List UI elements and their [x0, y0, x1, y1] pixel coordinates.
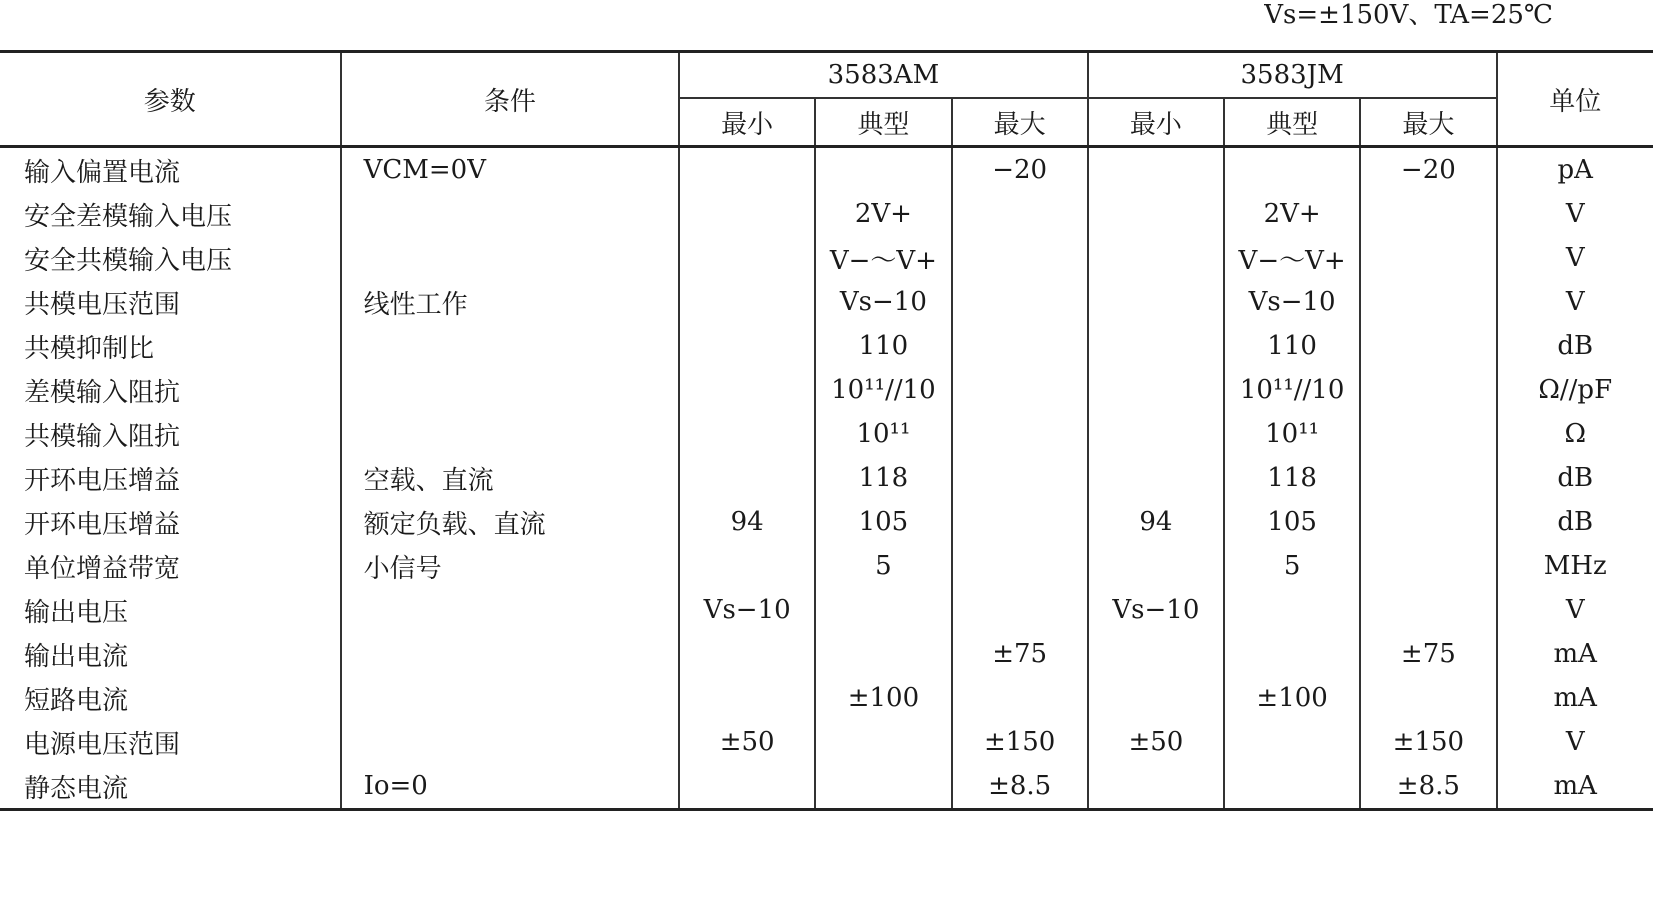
header-unit: 单位 — [1497, 52, 1653, 147]
am-max-cell — [952, 192, 1088, 236]
jm-min-cell — [1088, 368, 1224, 412]
condition-cell — [341, 192, 679, 236]
am-min-cell — [679, 192, 815, 236]
spec-table — [0, 50, 1653, 811]
am-typ-cell: 105 — [815, 500, 951, 544]
table-row — [0, 412, 1653, 456]
jm-max-cell — [1360, 324, 1496, 368]
table-body — [0, 147, 1653, 810]
am-max-cell — [952, 368, 1088, 412]
param-cell: 电源电压范围 — [0, 720, 341, 764]
table-row — [0, 632, 1653, 676]
am-max-cell: ±75 — [952, 632, 1088, 676]
param-cell: 短路电流 — [0, 676, 341, 720]
table-row — [0, 764, 1653, 810]
unit-cell: mA — [1497, 764, 1653, 810]
am-min-cell: Vs−10 — [679, 588, 815, 632]
header-jm-min: 最小 — [1088, 98, 1224, 147]
table-row — [0, 368, 1653, 412]
jm-min-cell — [1088, 676, 1224, 720]
table-row — [0, 147, 1653, 193]
condition-cell — [341, 632, 679, 676]
jm-min-cell — [1088, 280, 1224, 324]
am-max-cell: ±8.5 — [952, 764, 1088, 810]
table-row — [0, 456, 1653, 500]
am-max-cell — [952, 412, 1088, 456]
table-row — [0, 676, 1653, 720]
unit-cell: dB — [1497, 500, 1653, 544]
header-group-3583jm: 3583JM — [1088, 52, 1497, 99]
jm-max-cell — [1360, 192, 1496, 236]
am-max-cell — [952, 280, 1088, 324]
unit-cell: V — [1497, 720, 1653, 764]
header-am-max: 最大 — [952, 98, 1088, 147]
table-row — [0, 544, 1653, 588]
table-row — [0, 324, 1653, 368]
am-typ-cell: 10¹¹ — [815, 412, 951, 456]
unit-cell: Ω — [1497, 412, 1653, 456]
condition-cell — [341, 412, 679, 456]
jm-typ-cell: 2V+ — [1224, 192, 1360, 236]
param-cell: 开环电压增益 — [0, 500, 341, 544]
param-cell: 单位增益带宽 — [0, 544, 341, 588]
jm-typ-cell: 10¹¹//10 — [1224, 368, 1360, 412]
am-max-cell — [952, 676, 1088, 720]
am-min-cell — [679, 280, 815, 324]
condition-cell — [341, 720, 679, 764]
param-cell: 共模电压范围 — [0, 280, 341, 324]
param-cell: 共模输入阻抗 — [0, 412, 341, 456]
condition-cell: 小信号 — [341, 544, 679, 588]
am-typ-cell: 5 — [815, 544, 951, 588]
jm-typ-cell: 105 — [1224, 500, 1360, 544]
am-typ-cell: 10¹¹//10 — [815, 368, 951, 412]
am-typ-cell — [815, 720, 951, 764]
jm-min-cell — [1088, 236, 1224, 280]
condition-cell — [341, 236, 679, 280]
jm-typ-cell: 10¹¹ — [1224, 412, 1360, 456]
jm-typ-cell — [1224, 588, 1360, 632]
unit-cell: V — [1497, 192, 1653, 236]
jm-max-cell — [1360, 676, 1496, 720]
table-row — [0, 236, 1653, 280]
jm-max-cell — [1360, 368, 1496, 412]
jm-min-cell — [1088, 764, 1224, 810]
am-typ-cell — [815, 588, 951, 632]
jm-max-cell — [1360, 544, 1496, 588]
jm-max-cell — [1360, 412, 1496, 456]
jm-max-cell: ±150 — [1360, 720, 1496, 764]
header-am-min: 最小 — [679, 98, 815, 147]
condition-cell: 空载、直流 — [341, 456, 679, 500]
jm-typ-cell: ±100 — [1224, 676, 1360, 720]
am-max-cell — [952, 236, 1088, 280]
jm-max-cell — [1360, 456, 1496, 500]
am-min-cell — [679, 412, 815, 456]
table-row — [0, 720, 1653, 764]
condition-cell — [341, 676, 679, 720]
jm-typ-cell — [1224, 147, 1360, 193]
jm-min-cell: ±50 — [1088, 720, 1224, 764]
am-typ-cell: 110 — [815, 324, 951, 368]
jm-typ-cell: V−～V+ — [1224, 236, 1360, 280]
jm-min-cell — [1088, 324, 1224, 368]
am-max-cell — [952, 544, 1088, 588]
jm-min-cell — [1088, 456, 1224, 500]
param-cell: 输出电压 — [0, 588, 341, 632]
condition-cell: 线性工作 — [341, 280, 679, 324]
param-cell: 差模输入阻抗 — [0, 368, 341, 412]
unit-cell: MHz — [1497, 544, 1653, 588]
unit-cell: pA — [1497, 147, 1653, 193]
condition-cell — [341, 324, 679, 368]
jm-typ-cell — [1224, 720, 1360, 764]
condition-cell: VCM=0V — [341, 147, 679, 193]
unit-cell: V — [1497, 280, 1653, 324]
param-cell: 安全差模输入电压 — [0, 192, 341, 236]
header-condition: 条件 — [341, 52, 679, 147]
param-cell: 安全共模输入电压 — [0, 236, 341, 280]
jm-max-cell — [1360, 236, 1496, 280]
unit-cell: dB — [1497, 324, 1653, 368]
unit-cell: V — [1497, 588, 1653, 632]
param-cell: 输入偏置电流 — [0, 147, 341, 193]
am-typ-cell: ±100 — [815, 676, 951, 720]
condition-cell — [341, 368, 679, 412]
am-min-cell — [679, 456, 815, 500]
param-cell: 输出电流 — [0, 632, 341, 676]
header-param: 参数 — [0, 52, 341, 147]
header-group-3583am: 3583AM — [679, 52, 1088, 99]
jm-min-cell — [1088, 192, 1224, 236]
condition-cell: 额定负载、直流 — [341, 500, 679, 544]
param-cell: 共模抑制比 — [0, 324, 341, 368]
unit-cell: mA — [1497, 676, 1653, 720]
am-max-cell: −20 — [952, 147, 1088, 193]
am-typ-cell — [815, 147, 951, 193]
jm-max-cell: ±75 — [1360, 632, 1496, 676]
am-min-cell — [679, 544, 815, 588]
table-header — [0, 52, 1653, 147]
am-typ-cell — [815, 632, 951, 676]
am-typ-cell: Vs−10 — [815, 280, 951, 324]
jm-max-cell — [1360, 588, 1496, 632]
condition-cell — [341, 588, 679, 632]
jm-typ-cell: 118 — [1224, 456, 1360, 500]
am-min-cell — [679, 236, 815, 280]
am-min-cell — [679, 632, 815, 676]
header-jm-max: 最大 — [1360, 98, 1496, 147]
condition-cell: Io=0 — [341, 764, 679, 810]
am-min-cell — [679, 368, 815, 412]
jm-typ-cell: 5 — [1224, 544, 1360, 588]
am-typ-cell: V−～V+ — [815, 236, 951, 280]
table-row — [0, 588, 1653, 632]
am-min-cell: 94 — [679, 500, 815, 544]
am-typ-cell — [815, 764, 951, 810]
am-min-cell — [679, 147, 815, 193]
jm-max-cell: −20 — [1360, 147, 1496, 193]
jm-typ-cell — [1224, 764, 1360, 810]
am-typ-cell: 2V+ — [815, 192, 951, 236]
table-row — [0, 192, 1653, 236]
unit-cell: Ω//pF — [1497, 368, 1653, 412]
jm-typ-cell: Vs−10 — [1224, 280, 1360, 324]
am-min-cell — [679, 764, 815, 810]
header-am-typ: 典型 — [815, 98, 951, 147]
am-typ-cell: 118 — [815, 456, 951, 500]
jm-min-cell — [1088, 412, 1224, 456]
jm-min-cell: 94 — [1088, 500, 1224, 544]
am-max-cell: ±150 — [952, 720, 1088, 764]
param-cell: 开环电压增益 — [0, 456, 341, 500]
am-max-cell — [952, 500, 1088, 544]
am-max-cell — [952, 456, 1088, 500]
jm-typ-cell — [1224, 632, 1360, 676]
am-max-cell — [952, 588, 1088, 632]
jm-max-cell — [1360, 280, 1496, 324]
am-min-cell — [679, 324, 815, 368]
am-min-cell — [679, 676, 815, 720]
jm-max-cell — [1360, 500, 1496, 544]
am-max-cell — [952, 324, 1088, 368]
unit-cell: dB — [1497, 456, 1653, 500]
jm-min-cell — [1088, 147, 1224, 193]
unit-cell: mA — [1497, 632, 1653, 676]
table-row — [0, 280, 1653, 324]
table-row — [0, 500, 1653, 544]
unit-cell: V — [1497, 236, 1653, 280]
jm-min-cell: Vs−10 — [1088, 588, 1224, 632]
jm-max-cell: ±8.5 — [1360, 764, 1496, 810]
jm-min-cell — [1088, 632, 1224, 676]
param-cell: 静态电流 — [0, 764, 341, 810]
am-min-cell: ±50 — [679, 720, 815, 764]
test-conditions-note: Vs=±150V、TA=25℃ — [1264, 0, 1553, 30]
header-jm-typ: 典型 — [1224, 98, 1360, 147]
jm-typ-cell: 110 — [1224, 324, 1360, 368]
jm-min-cell — [1088, 544, 1224, 588]
